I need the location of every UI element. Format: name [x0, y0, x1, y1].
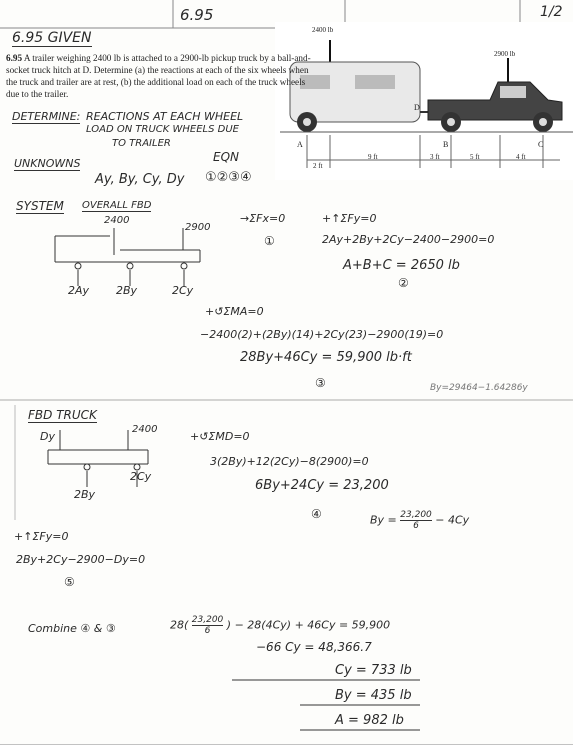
eq-fy-result: A+B+C = 2650 lb [343, 258, 460, 273]
dim-2ft: 2 ft [313, 162, 323, 170]
eq-ma-head: +↺ΣMA=0 [205, 305, 264, 318]
eq-fy2-num: ⑤ [64, 575, 75, 589]
combine-frac-den: 6 [204, 626, 211, 636]
eq-fy-num: ② [398, 276, 409, 290]
unknown-vars: Ay, By, Cy, Dy [95, 172, 185, 187]
combine-label: Combine ④ & ③ [28, 622, 116, 635]
fbd-truck-label: FBD TRUCK [28, 408, 97, 422]
fbd-reaction-b: 2By [116, 284, 138, 297]
dim-3ft: 3 ft [430, 153, 440, 161]
truck-load-label: 2900 lb [494, 50, 516, 58]
unknowns-label: UNKNOWNS [14, 157, 81, 170]
combine-line2: −66 Cy = 48,366.7 [256, 640, 372, 654]
problem-number: 6.95 [6, 53, 23, 63]
determine-label: DETERMINE: [12, 110, 81, 123]
by-expr-num: 23,200 [400, 510, 432, 520]
eqn-label: EQN [213, 150, 240, 164]
by-expr [370, 510, 469, 531]
eq-md-num: ④ [311, 507, 322, 521]
eq-fy2-head: +↑ΣFy=0 [14, 530, 69, 543]
eq-ma-line2: 28By+46Cy = 59,900 lb·ft [240, 350, 412, 365]
given-title: 6.95 GIVEN [12, 30, 92, 46]
eq-fy-text: +↑ΣFy=0 [322, 212, 377, 225]
label-c: C [538, 140, 544, 149]
eq-md-line2: 6By+24Cy = 23,200 [255, 478, 389, 493]
page-number: 1/2 [540, 4, 563, 20]
problem-text: A trailer weighing 2400 lb is attached to a 2900-lb pickup truck by a ball-and-socket truck hitch at D. Determine (a) the reactions at each of the six wheels when the truck and trailer are at rest, (b) the additional load on each of the truck wheels due to the trailer. [6, 53, 311, 99]
trailer-load-label: 2400 lb [312, 26, 334, 34]
dim-4ft: 4 ft [516, 153, 526, 161]
eq-fy2-line: 2By+2Cy−2900−Dy=0 [16, 553, 146, 566]
dim-9ft: 9 ft [368, 153, 378, 161]
problem-statement [6, 52, 320, 100]
fbd-truck-load: 2400 [132, 424, 158, 435]
eq-md-line1: 3(2By)+12(2Cy)−8(2900)=0 [210, 455, 369, 468]
combine-line1b: ) − 28(4Cy) + 46Cy = 59,900 [226, 618, 391, 632]
fbd-truck-dy: Dy [40, 430, 55, 443]
fbd-load-2400: 2400 [104, 215, 130, 226]
overall-fbd-label: OVERALL FBD [82, 200, 152, 211]
eq-ma-line1: −2400(2)+(2By)(14)+2Cy(23)−2900(19)=0 [200, 328, 444, 341]
eq-fx-num: ① [264, 234, 275, 248]
combine-line1a: 28( [170, 618, 189, 632]
fbd-load-2900: 2900 [185, 222, 211, 233]
determine-line3: TO TRAILER [112, 138, 171, 149]
fbd-truck-by: 2By [74, 488, 96, 501]
fbd-truck-cy: 2Cy [130, 470, 152, 483]
by-expr-b: − 4Cy [435, 513, 470, 527]
result-a: A = 982 lb [335, 713, 404, 728]
determine-line2: LOAD ON TRUCK WHEELS DUE [86, 124, 239, 135]
fbd-reaction-a: 2Ay [68, 284, 90, 297]
eq-ma-num: ③ [315, 376, 326, 390]
eq-fy-line: 2Ay+2By+2Cy−2400−2900=0 [322, 233, 495, 246]
system-label: SYSTEM [16, 199, 64, 213]
fbd-reaction-c: 2Cy [172, 284, 194, 297]
result-by: By = 435 lb [335, 688, 412, 703]
by-expr-a: By = [370, 513, 397, 527]
label-b: B [443, 140, 449, 149]
header-top-label: 6.95 [180, 6, 214, 24]
eq-fx: →ΣFx=0 [240, 212, 286, 225]
label-a: A [297, 140, 303, 149]
label-d: D [414, 103, 420, 112]
eqn-numbers: ①②③④ [205, 170, 252, 185]
combine-line1 [170, 615, 390, 636]
side-note: By=29464−1.64286y [430, 383, 528, 393]
by-expr-den: 6 [413, 521, 419, 531]
determine-line1: REACTIONS AT EACH WHEEL [86, 110, 244, 123]
eq-md-head: +↺ΣMD=0 [190, 430, 250, 443]
combine-frac-num: 23,200 [191, 615, 224, 625]
result-cy: Cy = 733 lb [335, 663, 412, 678]
dim-5ft: 5 ft [470, 153, 480, 161]
